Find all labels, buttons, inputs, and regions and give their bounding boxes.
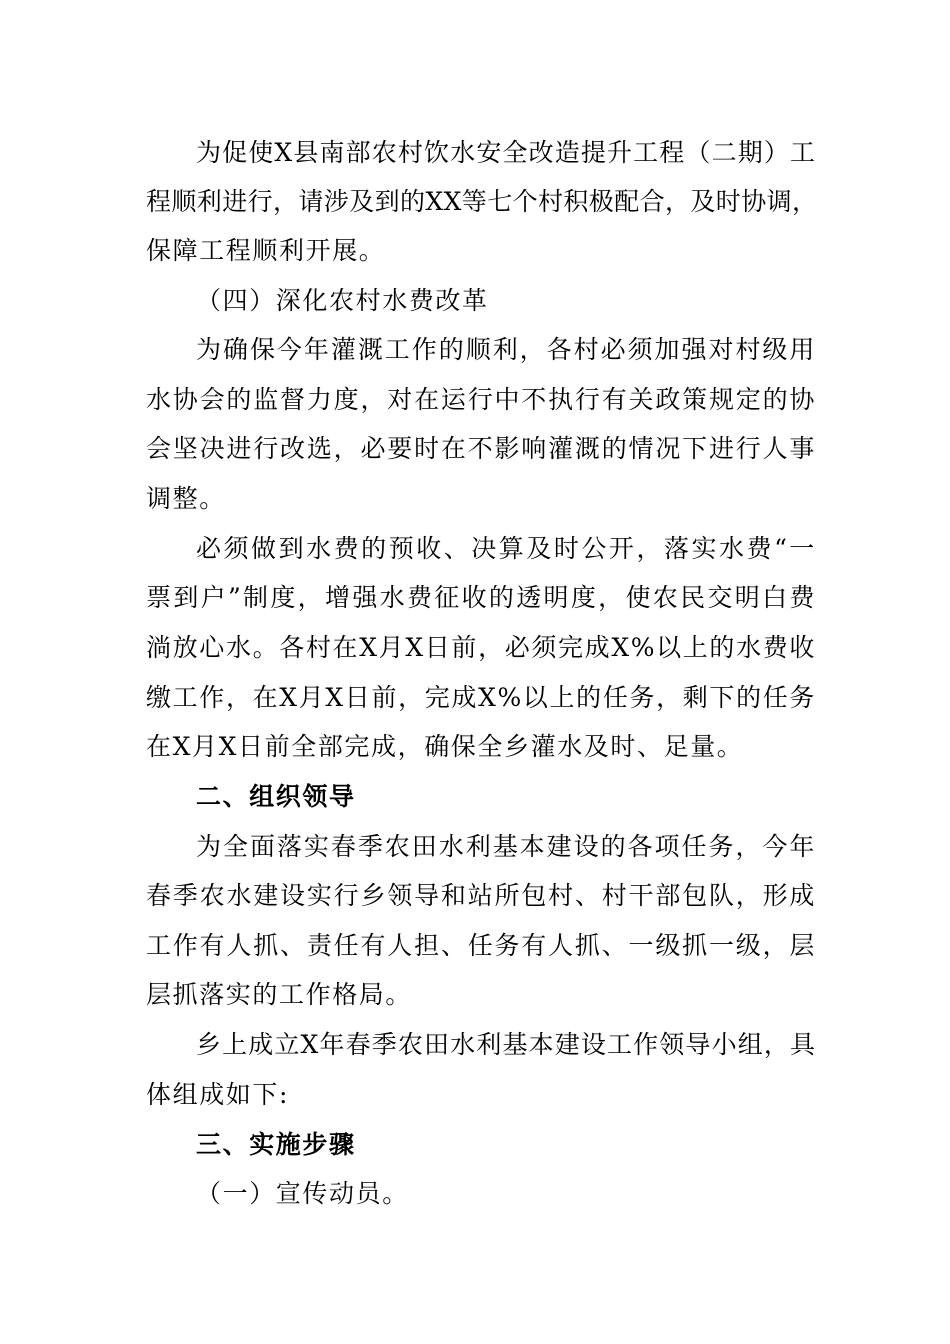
section-heading-2: 二、组织领导 (196, 782, 356, 811)
section-heading-3: 三、实施步骤 (196, 1130, 356, 1159)
paragraph-3-line-3: 淌放心水。各村在X月X日前，必须完成X%以上的水费收 (146, 633, 816, 662)
paragraph-4-line-3: 工作有人抓、责任有人担、任务有人抓、一级抓一级，层 (146, 931, 816, 960)
subsection-heading-1: （一）宣传动员。 (196, 1179, 409, 1208)
paragraph-5-line-1: 乡上成立X年春季农田水利基本建设工作领导小组，具 (196, 1030, 816, 1059)
paragraph-1-line-2: 程顺利进行，请涉及到的XX等七个村积极配合，及时协调， (146, 187, 818, 216)
paragraph-5-line-2: 体组成如下: (146, 1080, 290, 1109)
paragraph-2-line-1: 为确保今年灌溉工作的顺利，各村必须加强对村级用 (196, 335, 816, 364)
section-heading-4: （四）深化农村水费改革 (196, 286, 489, 315)
paragraph-3-line-1: 必须做到水费的预收、决算及时公开，落实水费“一 (196, 534, 816, 563)
paragraph-1-line-1: 为促使X县南部农村饮水安全改造提升工程（二期）工 (196, 138, 816, 167)
paragraph-4-line-1: 为全面落实春季农田水利基本建设的各项任务，今年 (196, 832, 816, 861)
paragraph-2-line-3: 会坚决进行改选，必要时在不影响灌溉的情况下进行人事 (146, 434, 816, 463)
paragraph-3-line-2: 票到户”制度，增强水费征收的透明度，使农民交明白费 (146, 583, 816, 612)
paragraph-1-line-3: 保障工程顺利开展。 (146, 236, 386, 265)
paragraph-3-line-5: 在X月X日前全部完成，确保全乡灌水及时、足量。 (146, 732, 744, 761)
paragraph-4-line-2: 春季农水建设实行乡领导和站所包村、村干部包队，形成 (146, 881, 816, 910)
paragraph-2-line-4: 调整。 (146, 484, 226, 513)
paragraph-2-line-2: 水协会的监督力度，对在运行中不执行有关政策规定的协 (146, 385, 816, 414)
paragraph-3-line-4: 缴工作，在X月X日前，完成X%以上的任务，剩下的任务 (146, 683, 816, 712)
paragraph-4-line-4: 层抓落实的工作格局。 (146, 980, 413, 1009)
